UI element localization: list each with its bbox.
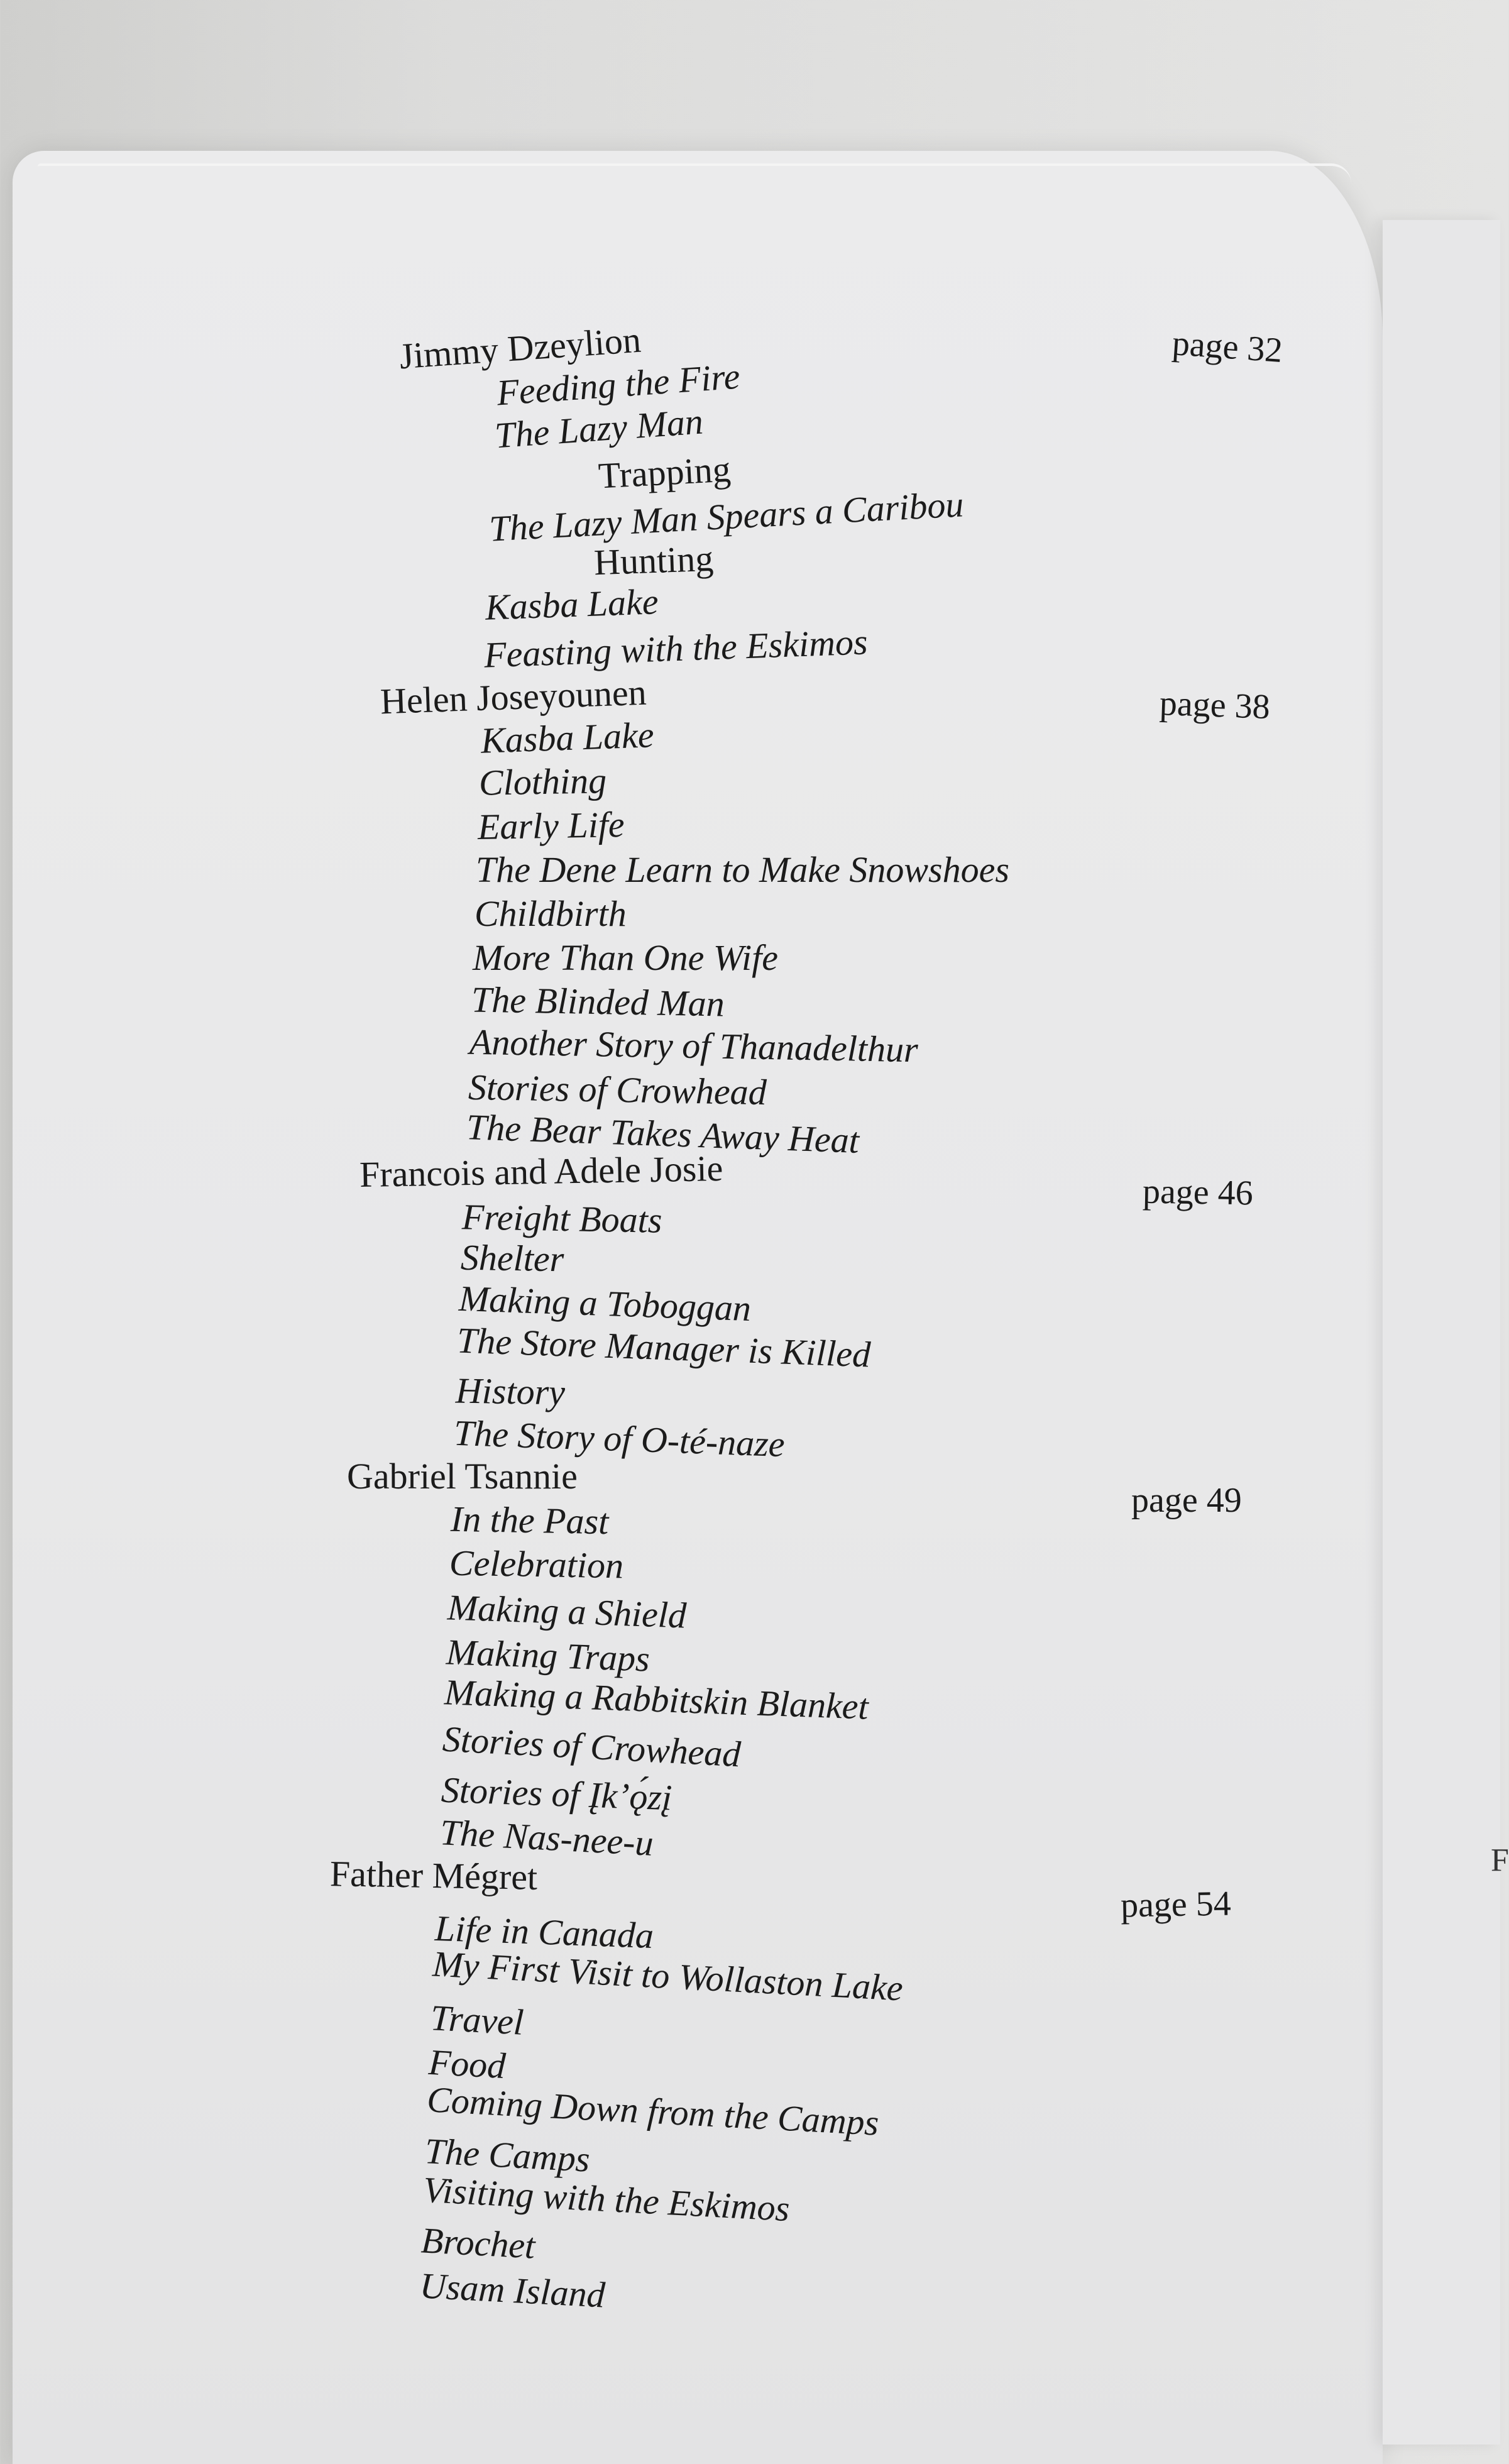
story-title: Usam Island (419, 2265, 606, 2316)
story-title: Shelter (460, 1236, 564, 1280)
story-title: Hunting (593, 537, 715, 583)
author-name: Jimmy Dzeylion (398, 319, 642, 377)
story-title: In the Past (450, 1498, 609, 1543)
story-title: Childbirth (475, 893, 627, 934)
story-title: Trapping (597, 448, 732, 497)
story-title: Brochet (420, 2219, 537, 2267)
story-title: Feeding the Fire (495, 355, 742, 414)
story-title: Clothing (478, 760, 607, 803)
story-title: The Camps (424, 2130, 591, 2180)
author-name: Gabriel Tsannie (347, 1456, 578, 1497)
story-title: Stories of Crowhead (441, 1718, 742, 1775)
author-name: Francois and Adele Josie (359, 1147, 723, 1196)
story-title: Feasting with the Eskimos (483, 621, 869, 676)
story-title: Visiting with the Eskimos (422, 2169, 791, 2230)
story-title: My First Visit to Wollaston Lake (431, 1943, 904, 2009)
story-title: Kasba Lake (484, 581, 659, 628)
story-title: Making Traps (445, 1631, 650, 1680)
story-title: Stories of Įk’ǫ́zį (440, 1769, 673, 1818)
story-title: The Bear Takes Away Heat (466, 1106, 860, 1161)
story-title: History (455, 1370, 566, 1413)
story-title: Early Life (477, 803, 625, 848)
story-title: The Store Manager is Killed (456, 1319, 872, 1375)
story-title: Making a Shield (446, 1587, 688, 1636)
story-title: Coming Down from the Camps (425, 2079, 880, 2143)
author-name: Helen Joseyounen (379, 671, 647, 722)
story-title: Travel (429, 1997, 525, 2043)
page-reference: page 49 (1131, 1481, 1242, 1520)
story-title: Freight Boats (461, 1196, 662, 1241)
page-reference: page 32 (1171, 323, 1284, 371)
page-reference: page 46 (1142, 1172, 1254, 1213)
story-title: Kasba Lake (480, 714, 655, 761)
story-title: Life in Canada (434, 1907, 655, 1957)
story-title: The Lazy Man Spears a Caribou (488, 483, 965, 549)
story-title: Food (427, 2041, 507, 2087)
page-reference: page 38 (1158, 683, 1271, 727)
story-title: Making a Rabbitskin Blanket (444, 1671, 869, 1727)
story-title: More Than One Wife (473, 937, 778, 978)
story-title: Making a Toboggan (458, 1277, 752, 1329)
story-title: The Lazy Man (493, 400, 705, 456)
story-title: The Story of O-té-naze (453, 1412, 786, 1465)
story-title: The Blinded Man (471, 979, 725, 1025)
story-title: Celebration (449, 1542, 624, 1587)
page-reference: page 54 (1120, 1884, 1232, 1925)
story-title: The Dene Learn to Make Snowshoes (476, 849, 1009, 890)
story-title: Stories of Crowhead (468, 1066, 767, 1113)
author-name: Father Mégret (329, 1853, 538, 1898)
facing-page-letter: F (1491, 1842, 1509, 1878)
story-title: Another Story of Thanadelthur (469, 1021, 919, 1070)
story-title: The Nas-nee-u (439, 1812, 655, 1864)
